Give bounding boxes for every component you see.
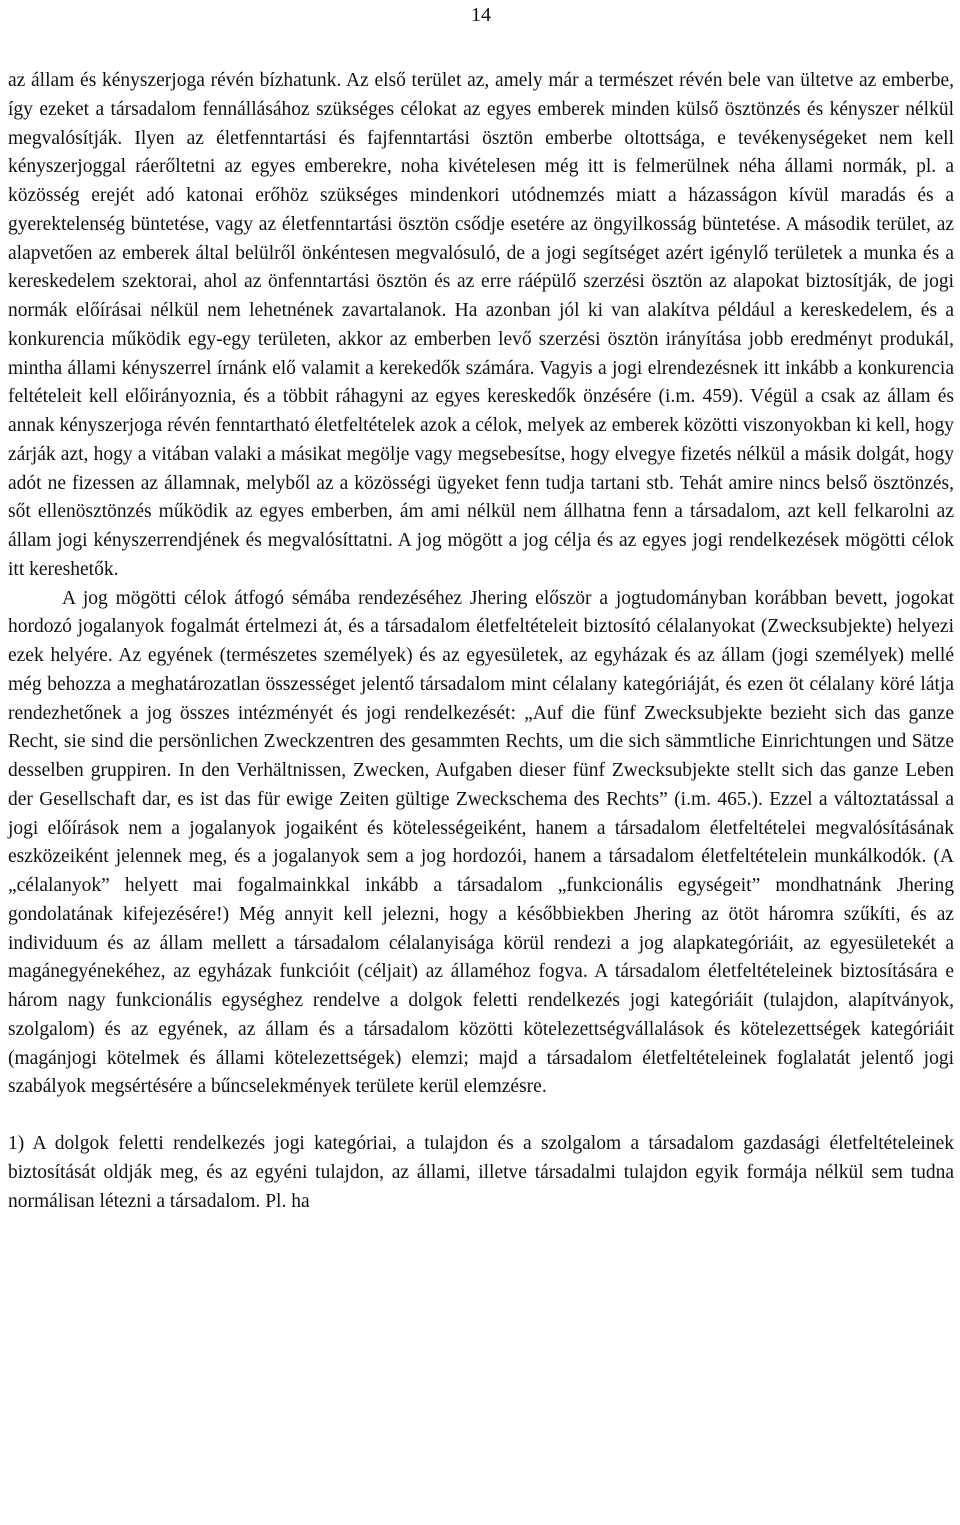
paragraph-1: az állam és kényszerjoga révén bízhatunk. Az első terület az, amely már a természet révén bele van ültetve az emberbe, így ezeket a társadalom fennállásához szükséges célokat az egyes emberek minden külső ösztönzés és kényszer nélkül megvalósítják. Ilyen az életfenntartási és fajfenntartási ösztön emberbe oltottsága, e tevékenységeket nem kell kényszerjoggal ráerőltetni az egyes emberekre, noha kivételesen még itt is felmerülnek néha állami normák, pl. a közösség erejét adó katonai erőhöz szükséges mindenkori utódnemzés miatt a házasságon kívül maradás és a gyerektelenség büntetése, vagy az életfenntartási ösztön csődje esetére az öngyilkosság büntetése. A második terület, az alapvetően az emberek által belülről önkéntesen megvalósuló, de a jogi segítséget azért igénylő területek a munka és a kereskedelem szektorai, ahol az önfenntartási ösztön és az erre ráépülő szerzési ösztön az alapokat biztosítják, de jogi normák előírásai nélkül nem lehetnének zavartalanok. Ha azonban jól ki van alakítva például a kereskedelem, és a konkurencia működik egy-egy területen, akkor az emberben levő szerzési ösztön irányítása jobb eredményt produkál, mintha állami kényszerrel írnánk elő valamit a kerekedők számára. Vagyis a jogi elrendezésnek itt inkább a konkurencia feltételeit kell előirányoznia, és a többit ráhagyni az egyes kereskedők önzésére (i.m. 459). Végül a csak az állam és annak kényszerjoga révén fenntartható életfeltételek azok a célok, melyek az emberek közötti viszonyokban ki kell, hogy zárják azt, hogy a vitában valaki a másikat megölje vagy megsebesítse, hogy elvegye fizetés nélkül a másik dolgát, hogy adót ne fizessen az államnak, melyből az a közösségi ügyeket fenn tudja tartani stb. Tehát amire nincs belső ösztönzés, sőt ellenösztönzés működik az egyes emberben, ám ami nélkül nem állhatna fenn a társadalom, azt kell felkarolni az állam jogi kényszerrendjének és megvalósíttatni. A jog mögött a jog célja és az egyes jogi rendelkezések mögötti célok itt kereshetők. [8, 70, 954, 580]
page-number: 14 [471, 4, 491, 26]
paragraph-2: A jog mögötti célok átfogó sémába rendezéséhez Jhering először a jogtudományban korábban bevett, jogokat hordozó jogalanyok fogalmát értelmezi át, és a társadalom életfeltételeit biztosító célalanyokat (Zwecksubjekte) helyezi ezek helyére. Az egyének (természetes személyek) és az egyesületek, az egyházak és az állam (jogi személyek) mellé még behozza a meghatározatlan összességet jelentő társadalom mint célalany kategóriáját, és ezen öt célalany köré látja rendezhetőnek a jog összes intézményét és jogi rendelkezését: „Auf die fünf Zwecksubjekte bezieht sich das ganze Recht, sie sind die persönlichen Zweckzentren des gesammten Rechts, um die sich sämmtliche Einrichtungen und Sätze desselben gruppiren. In den Verhältnissen, Zwecken, Aufgaben dieser fünf Zwecksubjekte stellt sich das ganze Leben der Gesellschaft dar, es ist das für ewige Zeiten gültige Zweckschema des Rechts” (i.m. 465.). Ezzel a változtatással a jogi előírások nem a jogalanyok jogaiként és kötelességeiként, hanem a társadalom életfeltételei megvalósításának eszközeiként jelennek meg, és a jogalanyok sem a jog hordozói, hanem a társadalom életfeltételein munkálkodók. (A „célalanyok” helyett mai fogalmainkkal inkább a társadalom „funkcionális egységeit” mondhatnánk Jhering gondolatának kifejezésére!) Még annyit kell jelezni, hogy a későbbiekben Jhering az ötöt háromra szűkíti, és az individuum és az állam mellett a társadalom célalanyisága körül rendezi a jog alapkategóriáit, az egyesületekét a magánegyénekéhez, az egyházak funkcióit (céljait) az államéhoz fogva. A társadalom életfeltételeinek biztosítására e három nagy funkcionális egységhez rendelve a dolgok feletti rendelkezés jogi kategóriáit (tulajdon, alapítványok, szolgalom) és az egyének, az állam és a társadalom közötti kötelezettségvállalások és kötelezettségek kategóriáit (magánjogi kötelmek és állami kötelezettségek) elemzi; majd a társadalom életfeltételeinek foglalatát jelentő jogi szabályok megsértésére a bűncselekmények területe kerül elemzésre. [8, 587, 954, 1098]
paragraph-3-list-item: 1) A dolgok feletti rendelkezés jogi kategóriai, a tulajdon és a szolgalom a társadalom gazdasági életfeltételeinek biztosítását oldják meg, és az egyéni tulajdon, az állami, illetve társadalmi tulajdon egyik formája nélkül sem tudna normálisan létezni a társadalom. Pl. ha [8, 1133, 954, 1212]
body-text [8, 67, 954, 1216]
